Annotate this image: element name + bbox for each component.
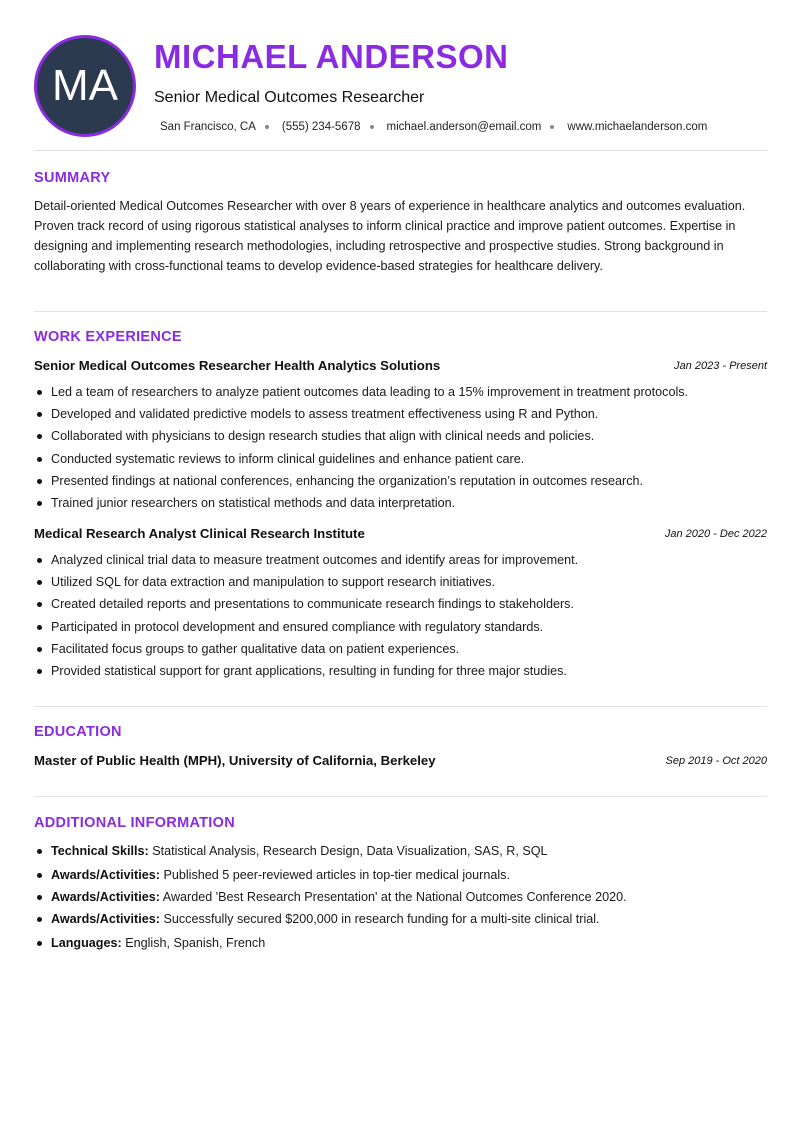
list-item: Provided statistical support for grant applications, resulting in funding for three major studies. xyxy=(34,662,767,684)
avatar xyxy=(34,35,136,137)
list-item: Trained junior researchers on statistical methods and data interpretation. xyxy=(34,494,767,516)
list-item xyxy=(34,866,767,884)
additional-list xyxy=(34,842,767,952)
separator-dot xyxy=(550,125,554,129)
additional-heading: ADDITIONAL INFORMATION xyxy=(34,815,235,831)
divider xyxy=(34,311,767,312)
job-header xyxy=(34,358,767,376)
job-role: Medical Research Analyst Clinical Research Institute xyxy=(34,526,365,541)
item-label: Awards/Activities: xyxy=(51,912,160,926)
list-item xyxy=(34,888,767,906)
contact-location: San Francisco, CA xyxy=(160,121,256,133)
list-item xyxy=(34,842,767,860)
contact-phone: (555) 234-5678 xyxy=(281,121,361,133)
item-label: Technical Skills: xyxy=(51,844,149,858)
education-entry xyxy=(34,753,767,771)
separator-dot xyxy=(370,125,374,129)
job-dates: Jan 2023 - Present xyxy=(674,360,767,372)
list-item: Collaborated with physicians to design research studies that align with clinical needs and policies. xyxy=(34,427,767,449)
list-item xyxy=(34,934,767,952)
item-text: Successfully secured $200,000 in research funding for a multi-site clinical trial. xyxy=(163,912,600,926)
item-label: Languages: xyxy=(51,936,122,950)
item-text: Published 5 peer-reviewed articles in top-tier medical journals. xyxy=(163,868,510,882)
divider xyxy=(34,706,767,707)
job-role: Senior Medical Outcomes Researcher Health Analytics Solutions xyxy=(34,358,441,373)
contact-website[interactable]: www.michaelanderson.com xyxy=(567,121,708,133)
candidate-name: MICHAEL ANDERSON xyxy=(154,38,509,75)
item-text: Statistical Analysis, Research Design, Data Visualization, SAS, R, SQL xyxy=(152,844,548,858)
item-text: English, Spanish, French xyxy=(125,936,266,950)
list-item: Led a team of researchers to analyze patient outcomes data leading to a 15% improvement in treatment protocols. xyxy=(34,383,767,405)
list-item: Presented findings at national conferences, enhancing the organization’s reputation in outcomes research. xyxy=(34,472,767,494)
list-item xyxy=(34,910,767,928)
job-dates: Jan 2020 - Dec 2022 xyxy=(664,528,767,540)
separator-dot xyxy=(265,125,269,129)
list-item: Facilitated focus groups to gather qualitative data on patient experiences. xyxy=(34,640,767,662)
item-text: Awarded 'Best Research Presentation' at the National Outcomes Conference 2020. xyxy=(162,890,627,904)
item-label: Awards/Activities: xyxy=(51,890,160,904)
job-bullets xyxy=(34,383,767,516)
list-item: Created detailed reports and presentations to communicate research findings to stakeholders. xyxy=(34,595,767,617)
avatar-initials: MA xyxy=(52,61,118,110)
job-bullets xyxy=(34,551,767,684)
list-item: Analyzed clinical trial data to measure treatment outcomes and identify areas for improvement. xyxy=(34,551,767,573)
list-item: Conducted systematic reviews to inform clinical guidelines and enhance patient care. xyxy=(34,450,767,472)
list-item: Developed and validated predictive models to assess treatment effectiveness using R and Python. xyxy=(34,405,767,427)
summary-heading: SUMMARY xyxy=(34,170,111,186)
contact-email[interactable]: michael.anderson@email.com xyxy=(386,121,542,133)
list-item: Utilized SQL for data extraction and manipulation to support research initiatives. xyxy=(34,573,767,595)
divider xyxy=(34,796,767,797)
list-item: Participated in protocol development and ensured compliance with regulatory standards. xyxy=(34,618,767,640)
job-header xyxy=(34,526,767,544)
divider xyxy=(34,150,767,151)
summary-text: Detail-oriented Medical Outcomes Researcher with over 8 years of experience in healthcare analytics and outcomes evaluation. Proven track record of using rigorous statistical analyses to inform clinical practice and improve patient outcomes. Expertise in designing and implementing research methodologies, including retrospective and prospective studies. Strong background in collaborating with cross-functional teams to develop evidence-based strategies for healthcare delivery. xyxy=(34,199,746,273)
education-heading: EDUCATION xyxy=(34,724,122,740)
education-degree: Master of Public Health (MPH), University of California, Berkeley xyxy=(34,753,436,768)
item-label: Awards/Activities: xyxy=(51,868,160,882)
candidate-title: Senior Medical Outcomes Researcher xyxy=(154,89,425,106)
experience-heading: WORK EXPERIENCE xyxy=(34,329,182,345)
education-dates: Sep 2019 - Oct 2020 xyxy=(665,755,767,767)
contact-line xyxy=(160,121,707,133)
